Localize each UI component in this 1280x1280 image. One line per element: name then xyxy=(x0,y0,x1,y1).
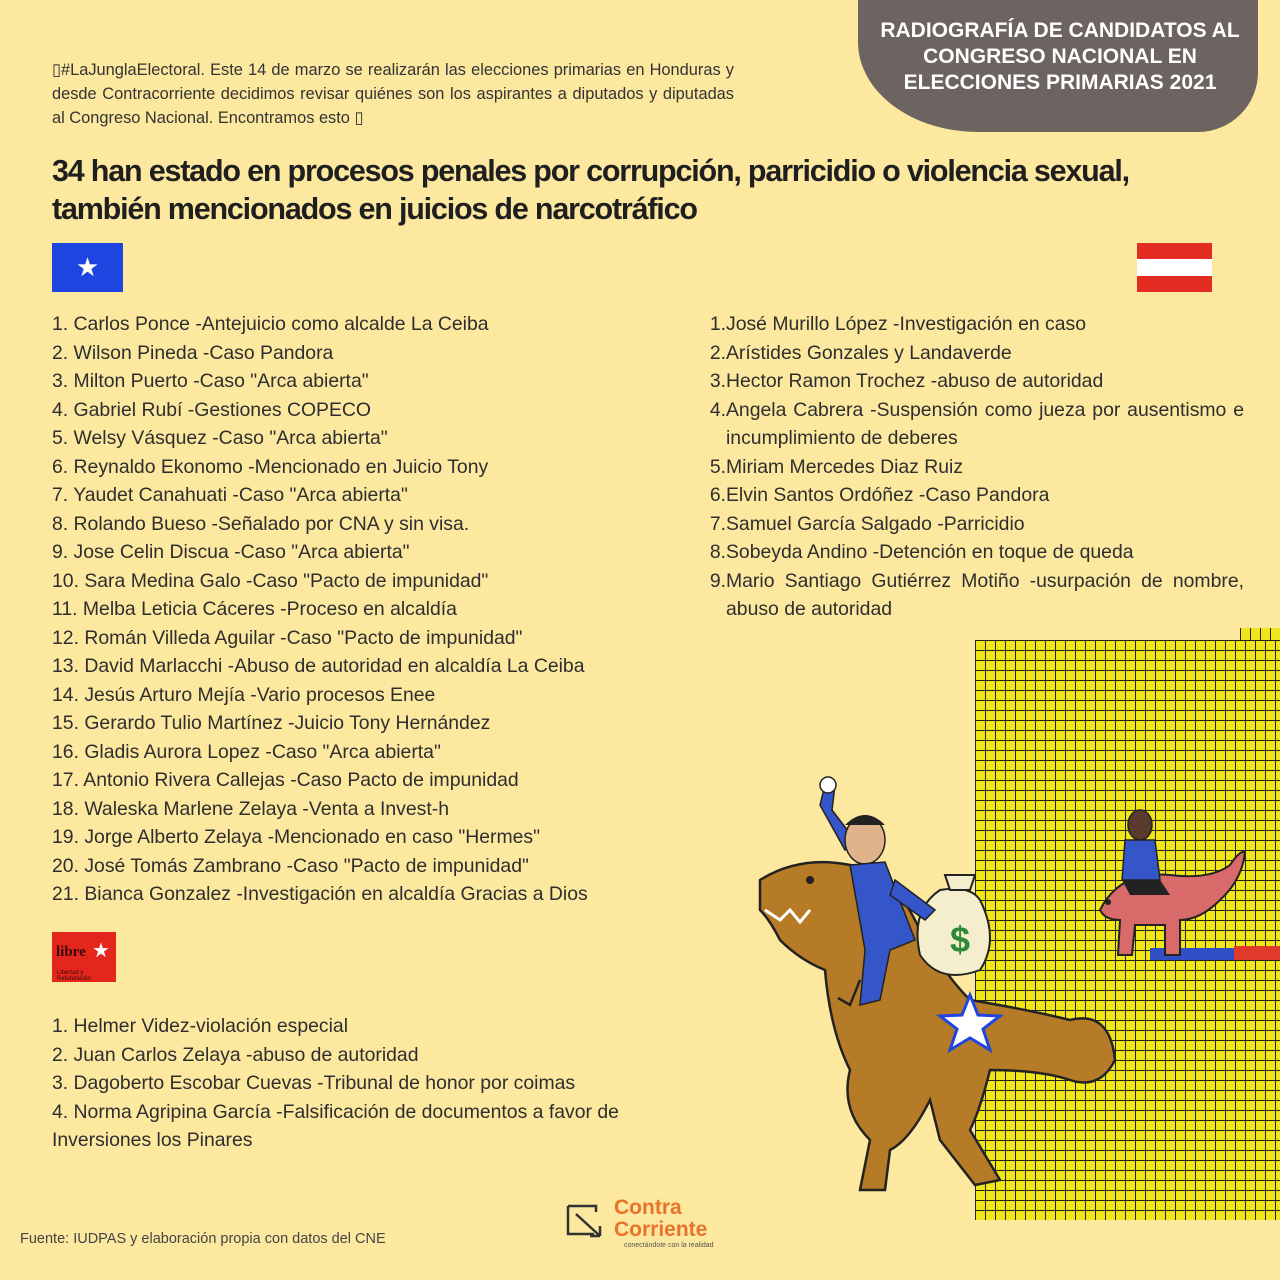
list-item: 17. Antonio Rivera Callejas -Caso Pacto de impunidad xyxy=(52,769,519,791)
list-item xyxy=(706,567,1244,624)
list-item: 6. Reynaldo Ekonomo -Mencionado en Juicio Tony xyxy=(52,455,489,478)
item-number: 9. xyxy=(709,569,726,592)
arrow-corner-icon xyxy=(566,1204,606,1240)
list-item xyxy=(706,339,1244,368)
list-item: 21. Bianca Gonzalez -Investigación en alcaldía Gracias a Dios xyxy=(52,883,588,905)
item-text: Sobeyda Andino -Detención en toque de queda xyxy=(726,541,1134,563)
item-text: Samuel García Salgado -Parricidio xyxy=(726,512,1025,535)
headline: 34 han estado en procesos penales por corrupción, parricidio o violencia sexual, también mencionados en juicios de narcotráfico xyxy=(52,154,1129,226)
item-text: Angela Cabrera -Suspensión como jueza por ausentismo e incumplimiento de deberes xyxy=(726,398,1244,449)
list-item: 13. David Marlacchi -Abuso de autoridad en alcaldía La Ceiba xyxy=(52,655,585,677)
list-item: 1. Carlos Ponce -Antejuicio como alcalde La Ceiba xyxy=(52,313,489,335)
partido-liberal-flag xyxy=(1137,243,1212,292)
list-item xyxy=(706,396,1244,453)
list-item: 20. José Tomás Zambrano -Caso "Pacto de impunidad" xyxy=(52,854,529,877)
list-item: 9. Jose Celin Discua -Caso "Arca abierta" xyxy=(52,541,410,563)
item-text: Arístides Gonzales y Landaverde xyxy=(726,341,1012,364)
list-item: 14. Jesús Arturo Mejía -Vario procesos Enee xyxy=(52,683,436,706)
liberal-candidates-list xyxy=(706,310,1244,624)
list-item: 11. Melba Leticia Cáceres -Proceso en alcaldía xyxy=(52,598,457,620)
list-item: 3. Milton Puerto -Caso "Arca abierta" xyxy=(52,370,369,392)
list-item: 15. Gerardo Tulio Martínez -Juicio Tony Hernández xyxy=(52,712,491,734)
list-item xyxy=(706,538,1244,567)
item-text: Mario Santiago Gutiérrez Motiño -usurpación de nombre, abuso de autoridad xyxy=(726,569,1244,620)
item-text: Elvin Santos Ordóñez -Caso Pandora xyxy=(726,484,1050,506)
list-item: 4. Gabriel Rubí -Gestiones COPECO xyxy=(52,398,371,421)
list-item: 12. Román Villeda Aguilar -Caso "Pacto de impunidad" xyxy=(52,626,523,649)
contracorriente-logo xyxy=(566,1196,746,1256)
intro-paragraph: ▯#LaJunglaElectoral. Este 14 de marzo se realizarán las elecciones primarias en Honduras y desde Contracorriente decidimos revisar quiénes son los aspirantes a diputados y diputadas al Congreso Nacional. Encontramos esto ▯ xyxy=(52,61,734,127)
logo-line-2: Corriente xyxy=(614,1218,708,1241)
list-item: 8. Rolando Bueso -Señalado por CNA y sin visa. xyxy=(52,512,470,535)
dinosaur-riders-illustration xyxy=(740,770,1280,1220)
item-number: 4. xyxy=(709,398,726,421)
nacional-candidates-list xyxy=(52,310,588,909)
list-item: 4. Norma Agripina García -Falsificación de documentos a favor de Inversiones los Pinares xyxy=(52,1100,619,1151)
flag-white-stripe xyxy=(1137,259,1212,276)
list-item xyxy=(706,510,1244,539)
money-bag-symbol: $ xyxy=(950,919,971,960)
list-item: 2. Juan Carlos Zelaya -abuso de autoridad xyxy=(52,1043,419,1066)
libre-logo-word: libre xyxy=(56,944,86,960)
source-note: Fuente: IUDPAS y elaboración propia con datos del CNE xyxy=(20,1231,386,1247)
libre-logo-tagline: Libertad y Refundación xyxy=(57,970,91,982)
item-number: 6. xyxy=(709,484,726,506)
list-item: 1. Helmer Videz-violación especial xyxy=(52,1015,349,1037)
logo-tagline: conectándote con la realidad xyxy=(624,1242,714,1249)
item-text: Miriam Mercedes Diaz Ruiz xyxy=(726,455,964,478)
star-icon: ★ xyxy=(92,940,110,962)
banner-title: RADIOGRAFÍA DE CANDIDATOS AL CONGRESO NACIONAL EN ELECCIONES PRIMARIAS 2021 xyxy=(880,19,1240,94)
partido-nacional-flag xyxy=(52,243,123,292)
libre-party-logo xyxy=(52,932,116,982)
list-item xyxy=(706,453,1244,482)
list-item: 3. Dagoberto Escobar Cuevas -Tribunal de honor por coimas xyxy=(52,1072,576,1094)
item-number: 3. xyxy=(709,370,726,392)
item-number: 7. xyxy=(709,512,726,535)
list-item xyxy=(706,310,1244,339)
libre-candidates-list xyxy=(52,1012,622,1155)
item-number: 1. xyxy=(709,313,726,335)
list-item: 19. Jorge Alberto Zelaya -Mencionado en caso "Hermes" xyxy=(52,826,541,848)
list-item: 2. Wilson Pineda -Caso Pandora xyxy=(52,341,334,364)
list-item: 16. Gladis Aurora Lopez -Caso "Arca abierta" xyxy=(52,740,441,763)
item-text: José Murillo López -Investigación en caso xyxy=(726,313,1086,335)
star-icon: ★ xyxy=(75,252,100,282)
list-item: 5. Welsy Vásquez -Caso "Arca abierta" xyxy=(52,427,388,449)
list-item: 18. Waleska Marlene Zelaya -Venta a Invest-h xyxy=(52,797,449,820)
item-number: 8. xyxy=(709,541,726,563)
list-item: 10. Sara Medina Galo -Caso "Pacto de impunidad" xyxy=(52,569,489,592)
item-number: 5. xyxy=(709,455,726,478)
item-number: 2. xyxy=(709,341,726,364)
list-item xyxy=(706,367,1244,396)
money-bag-icon xyxy=(918,875,991,975)
list-item: 7. Yaudet Canahuati -Caso "Arca abierta" xyxy=(52,484,408,506)
item-text: Hector Ramon Trochez -abuso de autoridad xyxy=(726,370,1104,392)
logo-line-1: Contra xyxy=(614,1196,682,1219)
list-item xyxy=(706,481,1244,510)
